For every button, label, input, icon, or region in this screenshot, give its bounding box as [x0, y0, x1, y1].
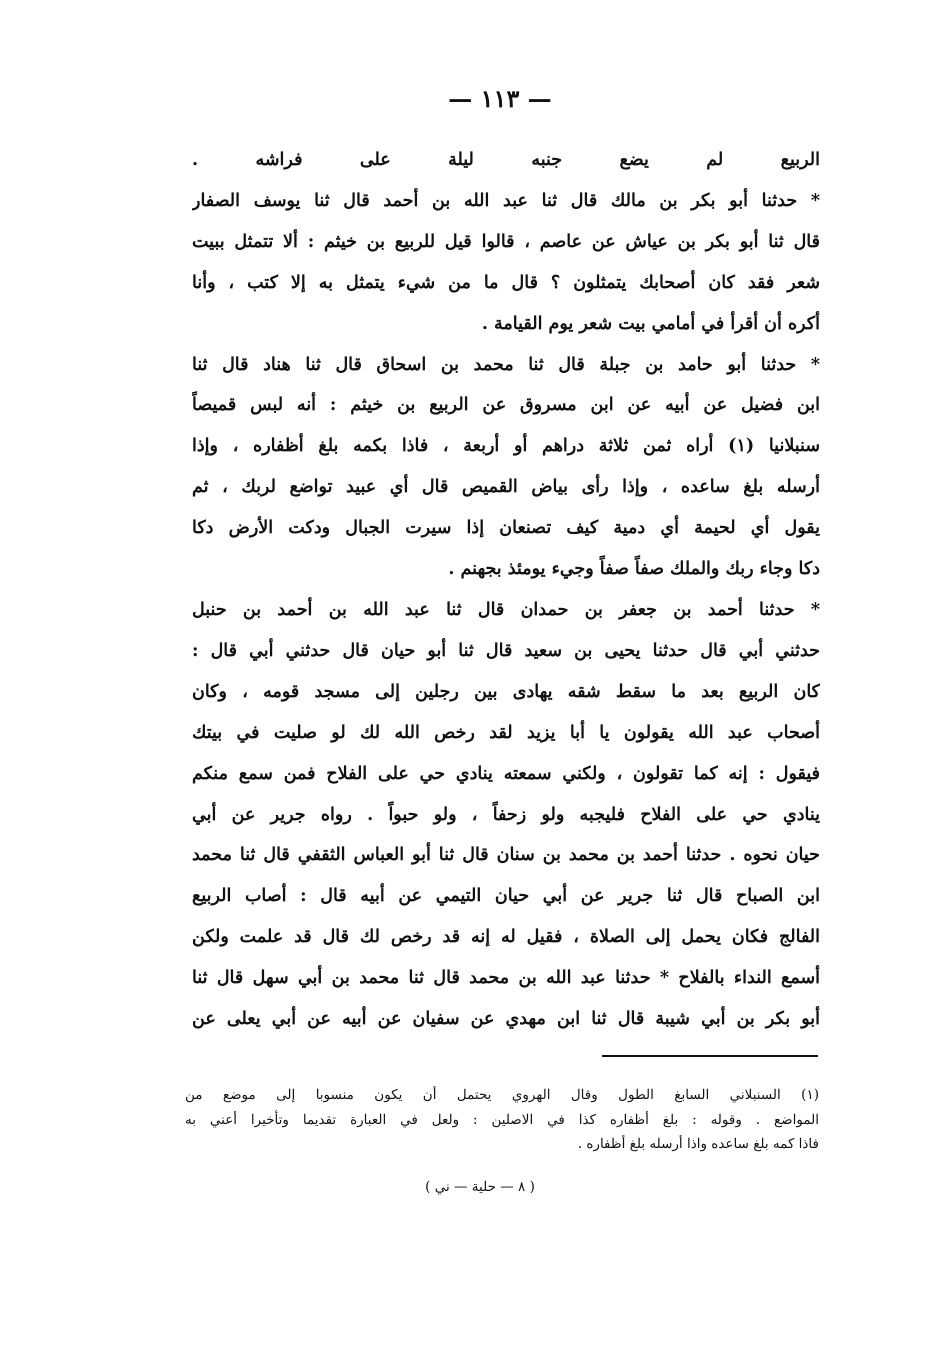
text-line: الربيع لم يضع جنبه ليلة على فراشه .: [192, 150, 820, 170]
footnotes: [185, 1083, 819, 1157]
text-line: ابن الصباح قال ثنا جرير عن أبي حيان التيمي عن أبيه قال : أصاب الربيع: [192, 886, 820, 907]
page-number: — ١١٣ —: [448, 84, 552, 113]
text-line: أرسله بلغ ساعده ، وإذا رأى بياض القميص قال أي عبيد تواضع لربك ، ثم: [192, 477, 820, 498]
text-line: يقول أي لحيمة أي دمية كيف تصنعان إذا سيرت الجبال ودكت الأرض دكا: [192, 518, 820, 539]
main-text: [192, 140, 820, 1040]
footnote-line: فاذا كمه بلغ ساعده واذا أرسله بلغ أظفاره .: [577, 1136, 819, 1152]
footnote-divider: [602, 1055, 818, 1057]
text-line: * حدثنا أبو حامد بن جبلة قال ثنا محمد بن اسحاق قال ثنا هناد قال ثنا: [192, 354, 820, 375]
printer-signature: ( ٨ — حلية — ني ): [425, 1179, 535, 1195]
text-line: حيان نحوه . حدثنا أحمد بن محمد بن سنان قال ثنا أبو العباس الثقفي قال ثنا محمد: [192, 845, 820, 866]
text-line: شعر فقد كان أصحابك يتمثلون ؟ قال ما من شيء يتمثل به إلا كتب ، وأنا: [192, 272, 820, 293]
text-line: فيقول : إنه كما تقولون ، ولكني سمعته ينادي حي على الفلاح فمن سمع منكم: [192, 763, 820, 784]
text-line: ابن فضيل عن أبيه عن ابن مسروق عن الربيع بن خيثم : أنه لبس قميصاً: [192, 395, 820, 416]
text-line: سنبلانيا (١) أراه ثمن ثلاثة دراهم أو أربعة ، فاذا بكمه بلغ أظفاره ، وإذا: [192, 436, 820, 457]
footnote-line: المواضع . وقوله : بلغ أظفاره كذا في الاصلين : ولعل في العبارة تقديما وتأخيرا أعني به: [185, 1111, 819, 1128]
text-line: * حدثنا أحمد بن جعفر بن حمدان قال ثنا عبد الله بن أحمد بن حنبل: [192, 599, 820, 620]
footnote-line: (١) السنبلاني السابغ الطول وقال الهروي يحتمل أن يكون منسوبا إلى موضع من: [185, 1087, 819, 1103]
text-line: دكا وجاء ربك والملك صفاً صفاً وجيء يومئذ بجهنم .: [448, 559, 820, 580]
text-line: كان الربيع بعد ما سقط شقه يهادى بين رجلين إلى مسجد قومه ، وكان: [192, 681, 820, 702]
text-line: أصحاب عبد الله يقولون يا أبا يزيد لقد رخص الله لك لو صليت في بيتك: [192, 722, 820, 743]
text-line: أبو بكر بن أبي شيبة قال ثنا ابن مهدي عن سفيان عن أبيه عن أبي يعلى عن: [192, 1009, 820, 1030]
text-line: * حدثنا أبو بكر بن مالك قال ثنا عبد الله بن أحمد قال ثنا يوسف الصفار: [192, 190, 820, 211]
text-line: قال ثنا أبو بكر بن عياش عن عاصم ، قالوا قيل للربيع بن خيثم : ألا تتمثل ببيت: [192, 231, 820, 252]
text-line: حدثني أبي قال حدثنا يحيى بن سعيد قال ثنا أبو حيان قال حدثني أبي قال :: [192, 640, 820, 661]
text-line: أسمع النداء بالفلاح * حدثنا عبد الله بن محمد قال ثنا محمد بن أبي سهل قال ثنا: [192, 968, 820, 989]
text-line: الفالج فكان يحمل إلى الصلاة ، فقيل له إنه قد رخص لك قال قد علمت ولكن: [192, 927, 820, 948]
text-line: أكره أن أقرأ في أمامي بيت شعر يوم القيامة .: [481, 313, 820, 334]
text-line: ينادي حي على الفلاح فليجبه ولو زحفاً ، ولو حبواً . رواه جرير عن أبي: [192, 804, 820, 825]
